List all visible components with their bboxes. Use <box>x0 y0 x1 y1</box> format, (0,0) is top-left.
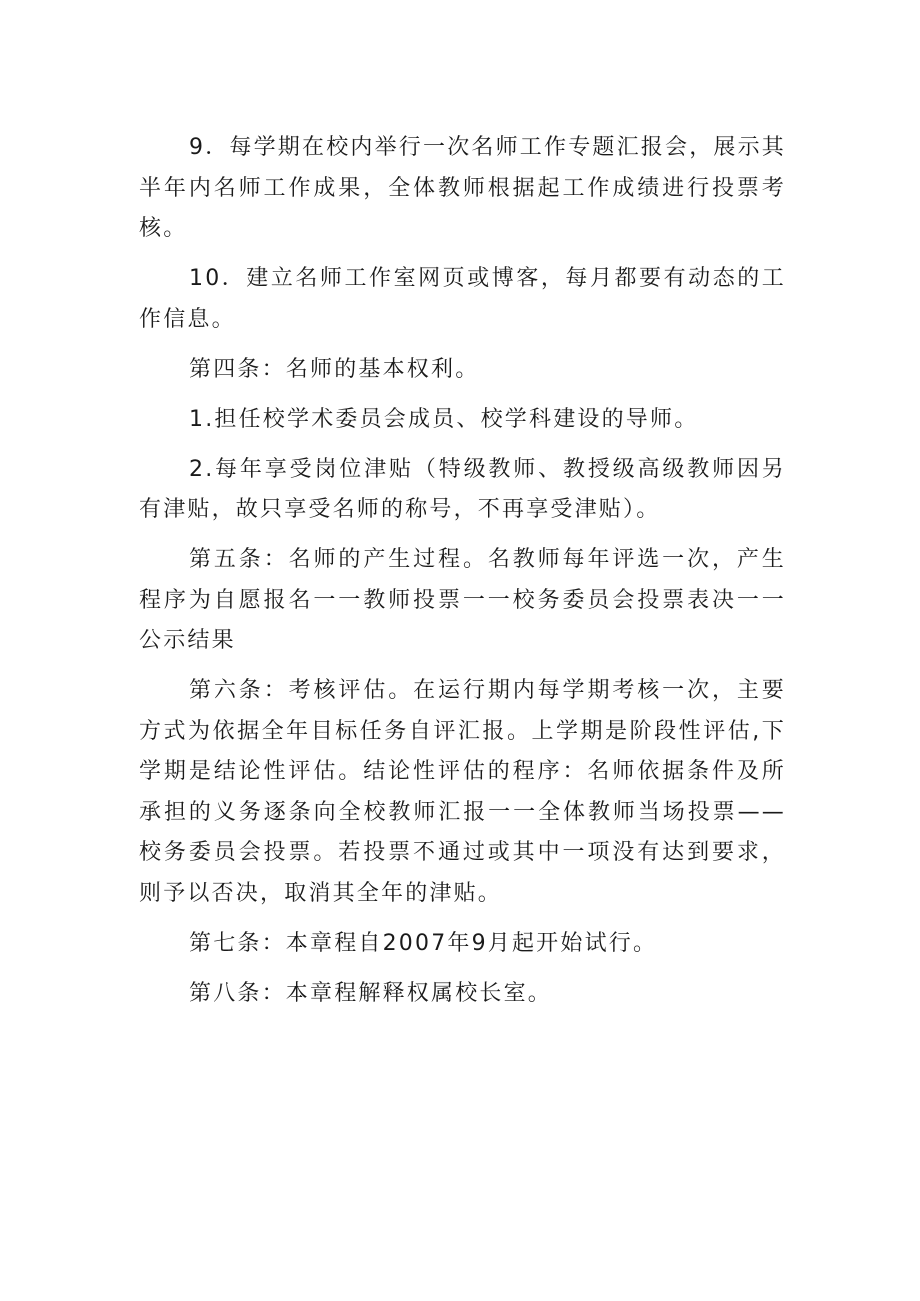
paragraph-item-9: 9．每学期在校内举行一次名师工作专题汇报会，展示其半年内名师工作成果，全体教师根据起工作成绩进行投票考核。 <box>139 135 786 241</box>
article-8-paragraph: 第八条：本章程解释权属校长室。 <box>189 980 553 1006</box>
article-6-paragraph: 第六条：考核评估。在运行期内每学期考核一次，主要方式为依据全年目标任务自评汇报。上学期是阶段性评估,下学期是结论性评估。结论性评估的程序：名师依据条件及所承担的义务逐条向全校教师汇报一一全体教师当场投票——校务委员会投票。若投票不通过或其中一项没有达到要求，则予以否决，取消其全年的津贴。 <box>139 678 786 906</box>
paragraph-item-10: 10．建立名师工作室网页或博客，每月都要有动态的工作信息。 <box>139 266 786 332</box>
article-4-heading: 第四条：名师的基本权利。 <box>189 356 480 382</box>
article-5-paragraph: 第五条：名师的产生过程。名教师每年评选一次，产生程序为自愿报名一一教师投票一一校务委员会投票表决一一公示结果 <box>139 547 786 653</box>
rights-item-2: 2.每年享受岗位津贴（特级教师、教授级高级教师因另有津贴，故只享受名师的称号，不再享受津贴）。 <box>139 456 786 522</box>
document-body <box>139 128 786 1014</box>
article-7-paragraph: 第七条：本章程自2007年9月起开始试行。 <box>189 930 658 956</box>
rights-item-1: 1.担任校学术委员会成员、校学科建设的导师。 <box>189 406 699 432</box>
